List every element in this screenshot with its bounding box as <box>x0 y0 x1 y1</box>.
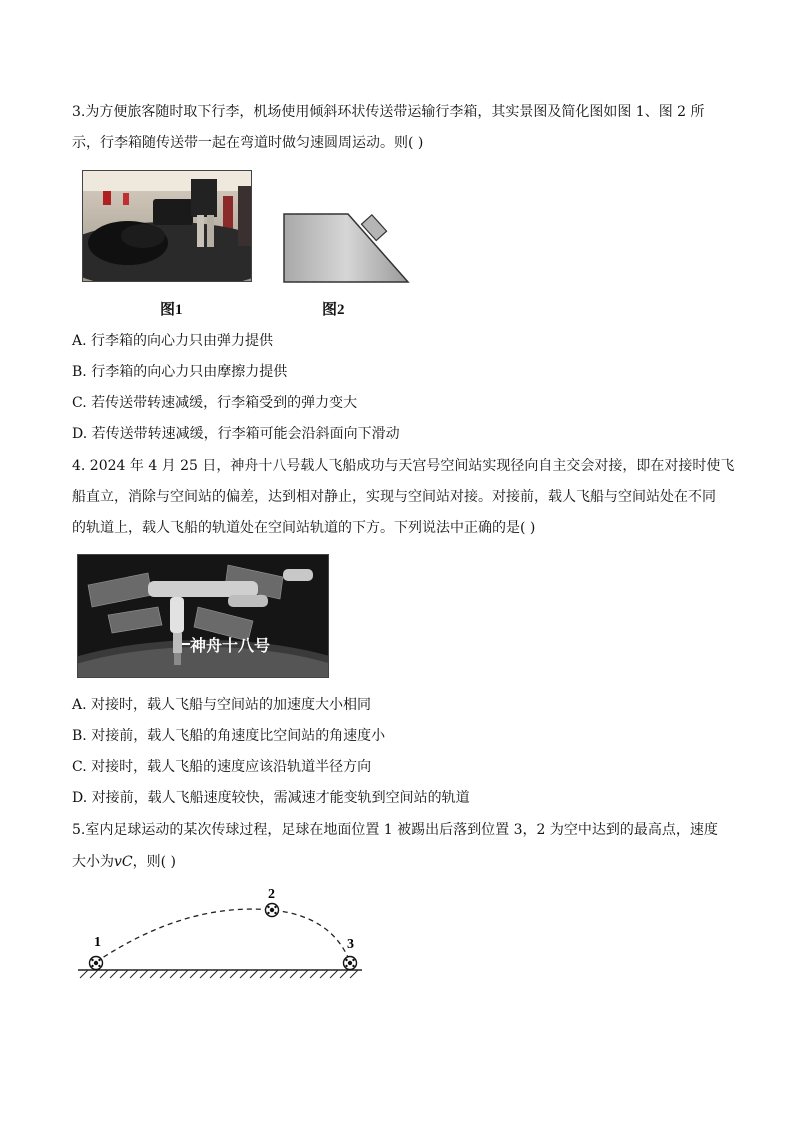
ball-trajectory-diagram <box>76 882 366 982</box>
ball-3 <box>344 957 357 970</box>
q3-stem-line2: 示，行李箱随传送带一起在弯道时做匀速圆周运动。则( ) <box>72 135 424 151</box>
q3-option-b: B. 行李箱的向心力只由摩擦力提供 <box>72 364 288 380</box>
ball-1 <box>90 957 103 970</box>
position-label-2: 2 <box>268 887 275 902</box>
figure-2-caption: 图2 <box>322 302 345 318</box>
q5-stem-line2: 大小为𝑣𝐶，则( ) <box>72 854 176 870</box>
q4-option-c: C. 对接时，载人飞船的速度应该沿轨道半径方向 <box>72 759 372 775</box>
position-label-1: 1 <box>94 935 101 950</box>
position-label-3: 3 <box>347 937 354 952</box>
q3-option-a: A. 行李箱的向心力只由弹力提供 <box>72 333 274 349</box>
q4-stem-line3: 的轨道上，载人飞船的轨道处在空间站轨道的下方。下列说法中正确的是( ) <box>72 520 536 536</box>
figure-2-diagram <box>282 208 412 286</box>
spacecraft-label: 神舟十八号 <box>190 636 271 655</box>
q4-option-a: A. 对接时，载人飞船与空间站的加速度大小相同 <box>72 697 372 713</box>
figure-1-photo <box>82 170 252 282</box>
figure-1-caption: 图1 <box>160 302 183 318</box>
space-station-photo <box>77 554 329 678</box>
q3-option-d: D. 若传送带转速减缓，行李箱可能会沿斜面向下滑动 <box>72 426 400 442</box>
label-pointer-line <box>182 643 190 645</box>
ball-2 <box>266 904 279 917</box>
q4-option-b: B. 对接前，载人飞船的角速度比空间站的角速度小 <box>72 728 386 744</box>
q3-option-c: C. 若传送带转速减缓，行李箱受到的弹力变大 <box>72 395 358 411</box>
q5-stem-line1: 5.室内足球运动的某次传球过程，足球在地面位置 1 被踢出后落到位置 3，2 为空中达到的最高点，速度 <box>72 822 718 838</box>
q4-option-d: D. 对接前，载人飞船速度较快，需减速才能变轨到空间站的轨道 <box>72 790 470 806</box>
q4-stem-line1: 4. 2024 年 4 月 25 日，神舟十八号载人飞船成功与天宫号空间站实现径向自主交会对接，即在对接时使飞 <box>72 458 735 474</box>
trajectory-path <box>96 909 350 962</box>
ground-hatching <box>80 970 358 978</box>
q3-stem-line1: 3.为方便旅客随时取下行李，机场使用倾斜环状传送带运输行李箱，其实景图及简化图如图 1、图 2 所 <box>72 104 705 120</box>
q4-stem-line2: 船直立，消除与空间站的偏差，达到相对静止，实现与空间站对接。对接前，载人飞船与空间站处在不同 <box>72 489 716 505</box>
